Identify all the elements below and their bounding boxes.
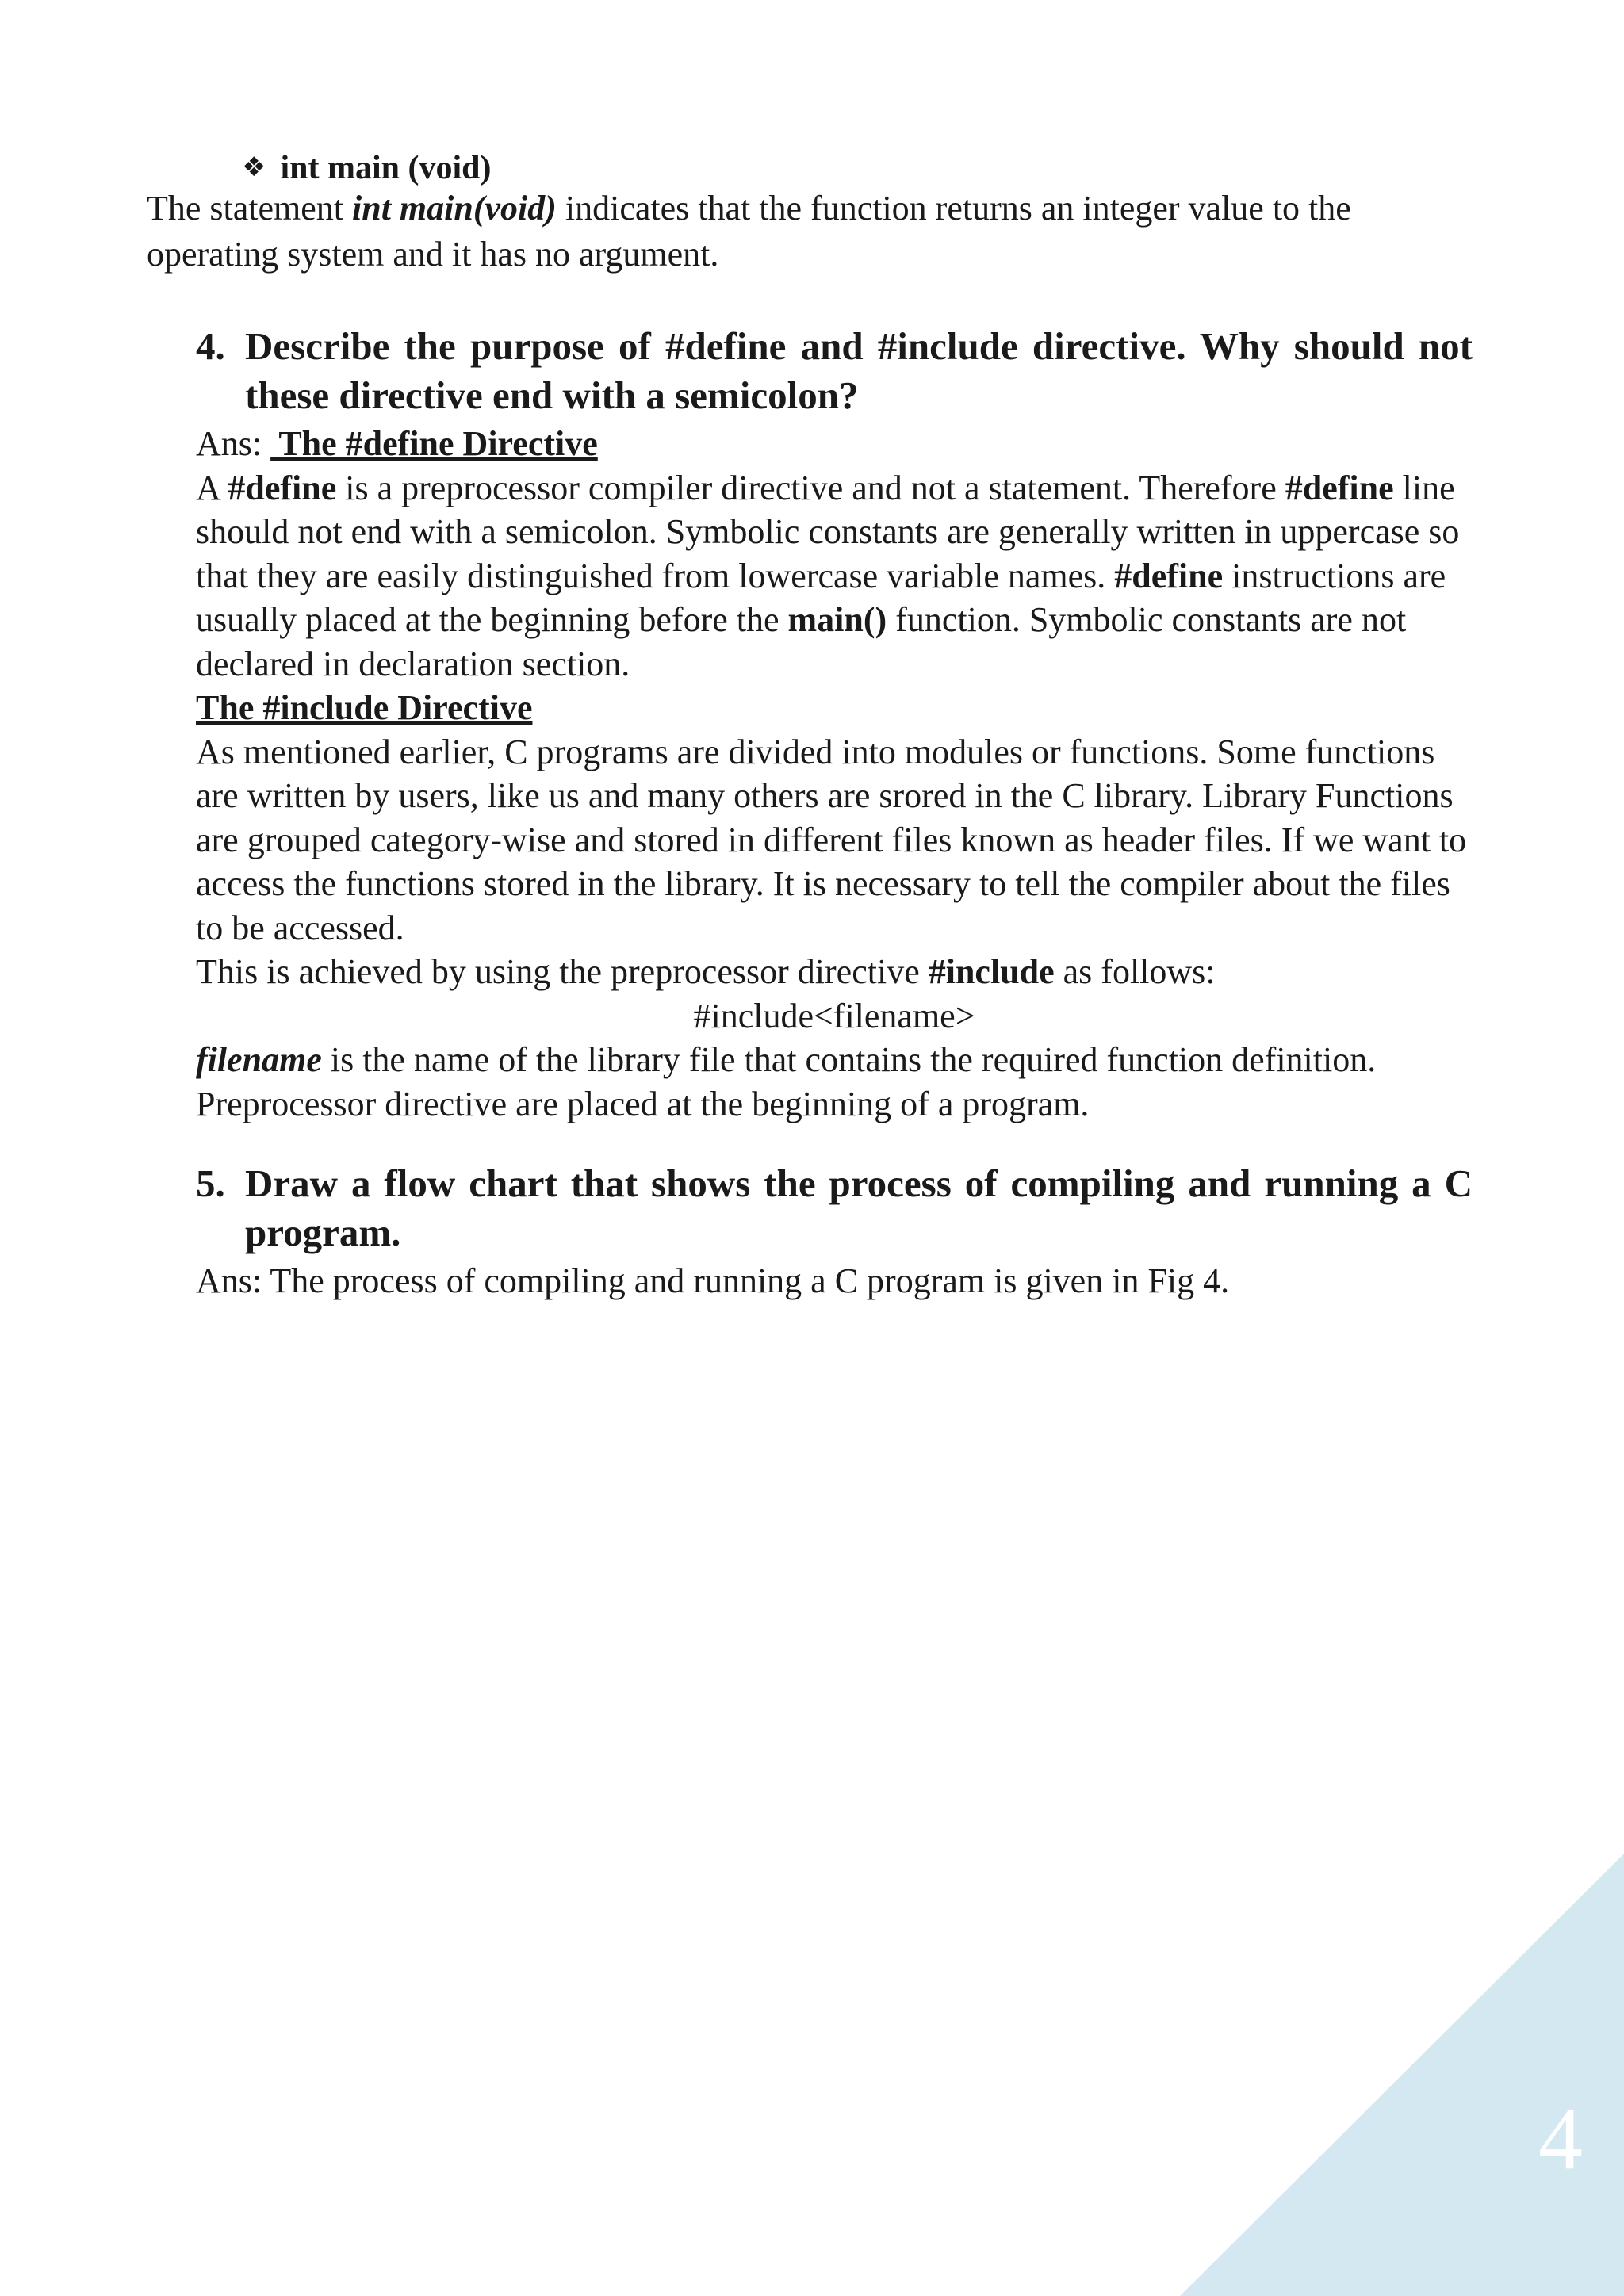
- page-number: 4: [1538, 2090, 1583, 2188]
- define-text-1: A: [196, 468, 228, 507]
- define-heading-line: [196, 422, 1473, 466]
- define-paragraph: [196, 466, 1473, 687]
- question-4-number: 4.: [196, 324, 225, 368]
- include-paragraph-2: [196, 950, 1473, 994]
- intro-paragraph: [147, 186, 1471, 277]
- include-heading: The #include Directive: [196, 688, 533, 727]
- define-text-4: instructions are usually placed at the beginning before the: [196, 556, 1446, 639]
- filename-term: filename: [196, 1040, 322, 1079]
- include-text-1: This is achieved by using the preprocessor directive: [196, 952, 929, 991]
- bullet-heading-text: int main (void): [280, 150, 492, 186]
- diamond-bullet-icon: ❖: [242, 151, 266, 183]
- question-5-text: Draw a flow chart that shows the process of compiling and running a C program.: [245, 1161, 1473, 1254]
- answer-5: Ans: The process of compiling and running a C program is given in Fig 4.: [196, 1261, 1230, 1300]
- question-5-section: [196, 1159, 1473, 1303]
- define-text-5: function. Symbolic constants are not declared in declaration section.: [196, 600, 1407, 683]
- intro-text-pre: The statement: [147, 189, 353, 228]
- define-keyword-2: #define: [1285, 468, 1394, 507]
- include-text-3: is the name of the library file that contains the required function definition. Preprocessor directive are placed at the beginning of a program.: [196, 1040, 1377, 1123]
- question-4: [196, 322, 1473, 420]
- include-paragraph-3: [196, 1038, 1473, 1126]
- intro-code: int main(void): [352, 189, 557, 228]
- question-5: [196, 1159, 1473, 1257]
- include-paragraph-1: As mentioned earlier, C programs are divided into modules or functions. Some functions are written by users, like us and many others are srored in the C library. Library Functions are grouped category-wise and stored in different files known as header files. If we want to access the functions stored in the library. It is necessary to tell the compiler about the files to be accessed.: [196, 732, 1467, 947]
- include-keyword: #include: [928, 952, 1055, 991]
- define-heading: The #define Directive: [270, 424, 598, 463]
- answer-label: Ans:: [196, 424, 271, 463]
- include-text-2: as follows:: [1054, 952, 1216, 991]
- define-keyword-3: #define: [1114, 556, 1224, 595]
- answer-4: [196, 422, 1473, 1126]
- define-keyword-1: #define: [228, 468, 337, 507]
- main-function-keyword: main(): [787, 600, 887, 639]
- define-text-3: line should not end with a semicolon. Symbolic constants are generally written in uppercase so that they are easily distinguished from lowercase variable names.: [196, 468, 1460, 595]
- question-4-section: [196, 322, 1473, 1126]
- question-5-number: 5.: [196, 1161, 225, 1205]
- corner-triangle-decoration: [1180, 1854, 1624, 2296]
- question-4-text: Describe the purpose of #define and #include directive. Why should not these directive end with a semicolon?: [245, 324, 1473, 417]
- define-text-2: is a preprocessor compiler directive and not a statement. Therefore: [336, 468, 1285, 507]
- intro-text-post: indicates that the function returns an integer value to the operating system and it has no argument.: [147, 189, 1351, 274]
- include-code-line: #include<filename>: [693, 996, 975, 1035]
